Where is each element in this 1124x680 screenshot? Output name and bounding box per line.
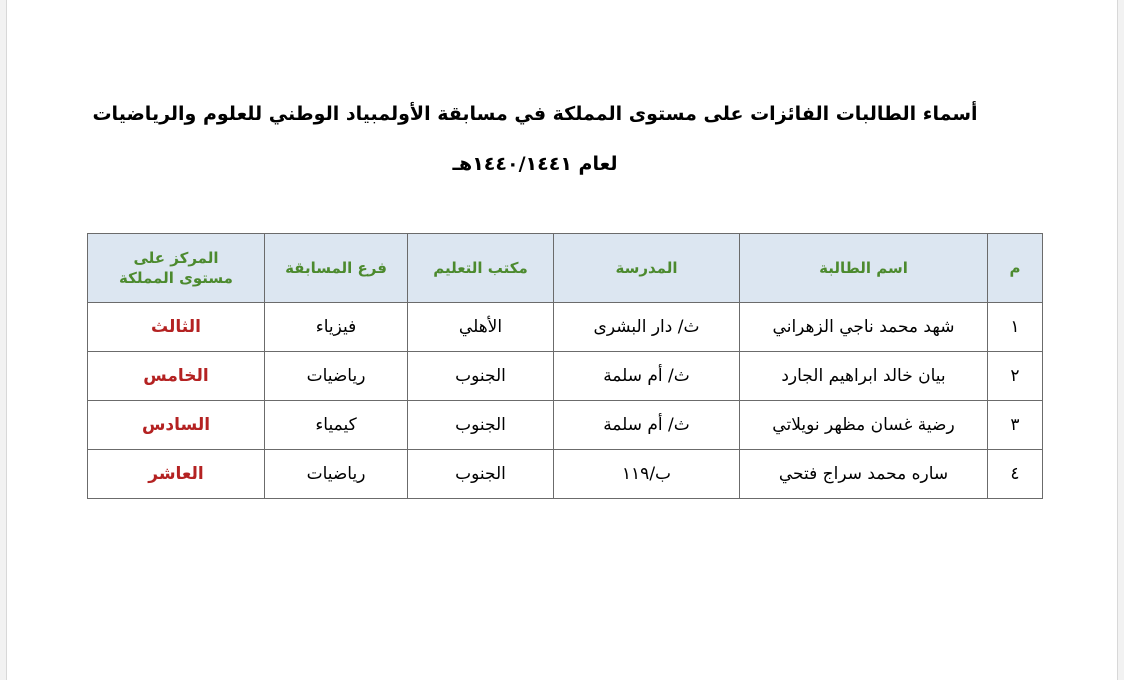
cell-education-office: الجنوب <box>408 401 554 450</box>
cell-branch: رياضيات <box>265 450 408 499</box>
table-header-row <box>88 234 1043 303</box>
header-school: المدرسة <box>554 234 740 303</box>
cell-index: ٢ <box>988 352 1043 401</box>
cell-rank: الخامس <box>88 352 265 401</box>
table-row <box>88 352 1043 401</box>
cell-student-name: شهد محمد ناجي الزهراني <box>740 303 988 352</box>
cell-school: ث/ أم سلمة <box>554 352 740 401</box>
cell-education-office: الجنوب <box>408 352 554 401</box>
cell-rank: السادس <box>88 401 265 450</box>
cell-branch: رياضيات <box>265 352 408 401</box>
document-subtitle-year: لعام ١٤٤٠/١٤٤١هـ <box>452 153 618 175</box>
cell-index: ٤ <box>988 450 1043 499</box>
cell-student-name: رضية غسان مظهر نويلاتي <box>740 401 988 450</box>
cell-branch: فيزياء <box>265 303 408 352</box>
header-rank-label: المركز على مستوى المملكة <box>119 249 233 287</box>
header-education-office: مكتب التعليم <box>408 234 554 303</box>
cell-index: ١ <box>988 303 1043 352</box>
cell-rank: العاشر <box>88 450 265 499</box>
document-page <box>6 0 1118 680</box>
table-row <box>88 450 1043 499</box>
cell-rank: الثالث <box>88 303 265 352</box>
cell-school: ب/١١٩ <box>554 450 740 499</box>
cell-education-office: الأهلي <box>408 303 554 352</box>
cell-student-name: ساره محمد سراج فتحي <box>740 450 988 499</box>
table-row <box>88 303 1043 352</box>
cell-student-name: بيان خالد ابراهيم الجارد <box>740 352 988 401</box>
header-competition-branch: فرع المسابقة <box>265 234 408 303</box>
cell-education-office: الجنوب <box>408 450 554 499</box>
table-row <box>88 401 1043 450</box>
document-title: أسماء الطالبات الفائزات على مستوى المملكة في مسابقة الأولمبياد الوطني للعلوم والرياضيات <box>92 103 978 125</box>
cell-index: ٣ <box>988 401 1043 450</box>
cell-school: ث/ دار البشرى <box>554 303 740 352</box>
cell-school: ث/ أم سلمة <box>554 401 740 450</box>
winners-table <box>87 233 1043 499</box>
cell-branch: كيمياء <box>265 401 408 450</box>
header-index: م <box>988 234 1043 303</box>
header-rank <box>88 234 265 303</box>
header-student-name: اسم الطالبة <box>740 234 988 303</box>
